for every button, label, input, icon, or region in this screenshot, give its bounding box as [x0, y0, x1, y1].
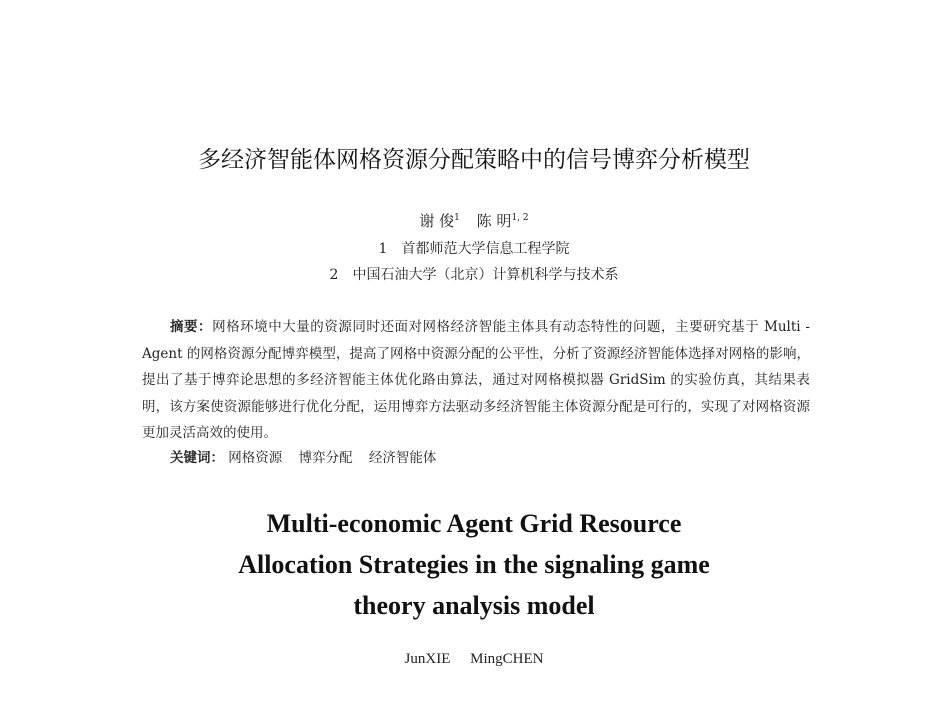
- chinese-title: 多经济智能体网格资源分配策略中的信号博弈分析模型: [198, 147, 750, 173]
- affiliation-text: 首都师范大学信息工程学院: [401, 241, 570, 257]
- affiliation-number: 1: [378, 241, 388, 257]
- keywords-label: 关键词：: [170, 450, 224, 466]
- affiliation-marker: 1: [454, 213, 460, 223]
- keyword: 网格资源: [228, 450, 283, 466]
- english-title-line: Multi-economic Agent Grid Resource: [266, 509, 682, 538]
- affiliation-number: 2: [329, 267, 339, 283]
- author-name: 谢 俊$^1$: [419, 212, 460, 230]
- keywords: [170, 446, 810, 466]
- affiliation-text: 中国石油大学（北京）计算机科学与技术系: [352, 267, 619, 283]
- abstract: [142, 314, 810, 447]
- affiliation-1: [0, 238, 948, 258]
- affiliation-2: [0, 264, 948, 284]
- keyword: 经济智能体: [368, 450, 437, 466]
- english-title-line: theory analysis model: [353, 591, 595, 620]
- keyword: 博弈分配: [298, 450, 353, 466]
- affiliation-marker: 1, 2: [511, 213, 529, 223]
- english-title: [0, 503, 948, 626]
- english-title-line: Allocation Strategies in the signaling game: [238, 550, 710, 579]
- author-name: 陈 明$^{1, 2}$: [476, 212, 529, 230]
- abstract-label: 摘要：: [170, 319, 213, 335]
- english-author-name: MingCHEN: [470, 651, 544, 667]
- abstract-text: 网格环境中大量的资源同时还面对网格经济智能主体具有动态特性的问题，主要研究基于 Multi - Agent 的网格资源分配博弈模型，提高了网格中资源分配的公平性，分析了资源经济智能体选择对网格的影响，提出了基于博弈论思想的多经济智能主体优化路由算法，通过对网格模拟器 GridSim 的实验仿真，其结果表明，该方案使资源能够进行优化分配，运用博弈方法驱动多经济智能主体资源分配是可行的，实现了对网格资源更加灵活高效的使用。: [142, 319, 810, 441]
- english-author-line: [0, 651, 948, 668]
- author-line: [0, 210, 948, 231]
- english-author-name: JunXIE: [404, 651, 451, 667]
